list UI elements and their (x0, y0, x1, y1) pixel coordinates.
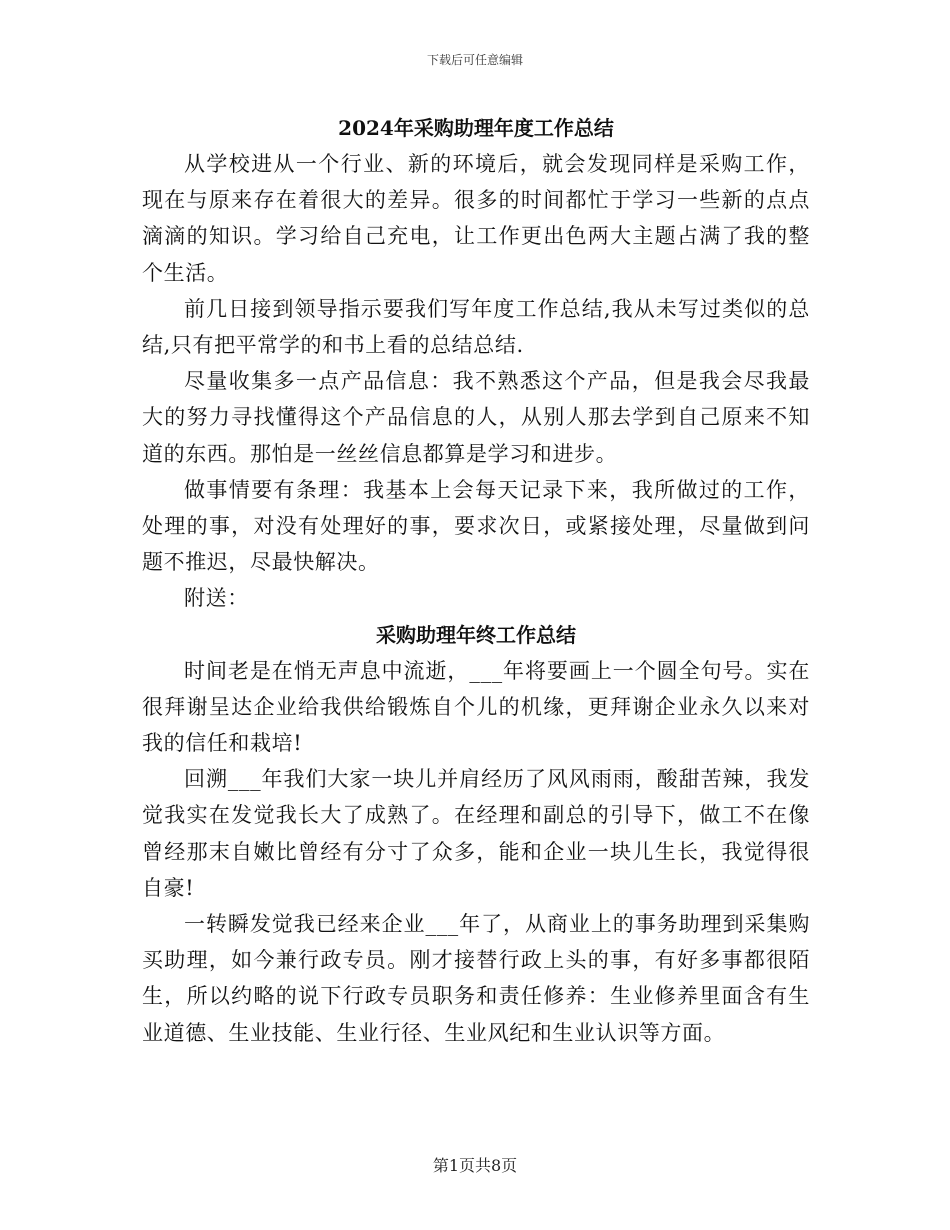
paragraph: 从学校进从一个行业、新的环境后，就会发现同样是采购工作，现在与原来存在着很大的差异。很多的时间都忙于学习一些新的点点滴滴的知识。学习给自己充电，让工作更出色两大主题占满了我的整个生活。 (142, 152, 810, 285)
page-header-note: 下载后可任意编辑 (426, 53, 523, 67)
paragraph: 附送： (184, 586, 249, 611)
document-body (142, 110, 810, 1051)
section-paragraph: 一转瞬发觉我已经来企业___年了，从商业上的事务助理到采集购买助理，如今兼行政专员。刚才接替行政上头的事，有好多事都很陌生，所以约略的说下行政专员职务和责任修养：生业修养里面含有生业道德、生业技能、生业行径、生业风纪和生业认识等方面。 (142, 912, 810, 1045)
paragraph: 前几日接到领导指示要我们写年度工作总结,我从未写过类似的总结,只有把平常学的和书上看的总结总结. (142, 296, 810, 358)
page-number: 第1页共8页 (432, 1156, 518, 1175)
section-paragraph: 时间老是在悄无声息中流逝，___年将要画上一个圆全句号。实在很拜谢呈达企业给我供给锻炼自个儿的机缘，更拜谢企业永久以来对我的信任和栽培! (142, 658, 810, 756)
paragraph: 做事情要有条理：我基本上会每天记录下来，我所做过的工作，处理的事，对没有处理好的事，要求次日，或紧接处理，尽量做到问题不推迟，尽最快解决。 (142, 477, 810, 575)
document-title: 2024年采购助理年度工作总结 (338, 116, 614, 140)
section-title: 采购助理年终工作总结 (376, 622, 576, 647)
paragraph: 尽量收集多一点产品信息：我不熟悉这个产品，但是我会尽我最大的努力寻找懂得这个产品信息的人，从别人那去学到自己原来不知道的东西。那怕是一丝丝信息都算是学习和进步。 (142, 369, 810, 466)
section-paragraph: 回溯___年我们大家一块儿并肩经历了风风雨雨，酸甜苦辣，我发觉我实在发觉我长大了成熟了。在经理和副总的引导下，做工不在像曾经那末自嫩比曾经有分寸了众多，能和企业一块儿生长，我觉得很自豪! (142, 767, 810, 900)
